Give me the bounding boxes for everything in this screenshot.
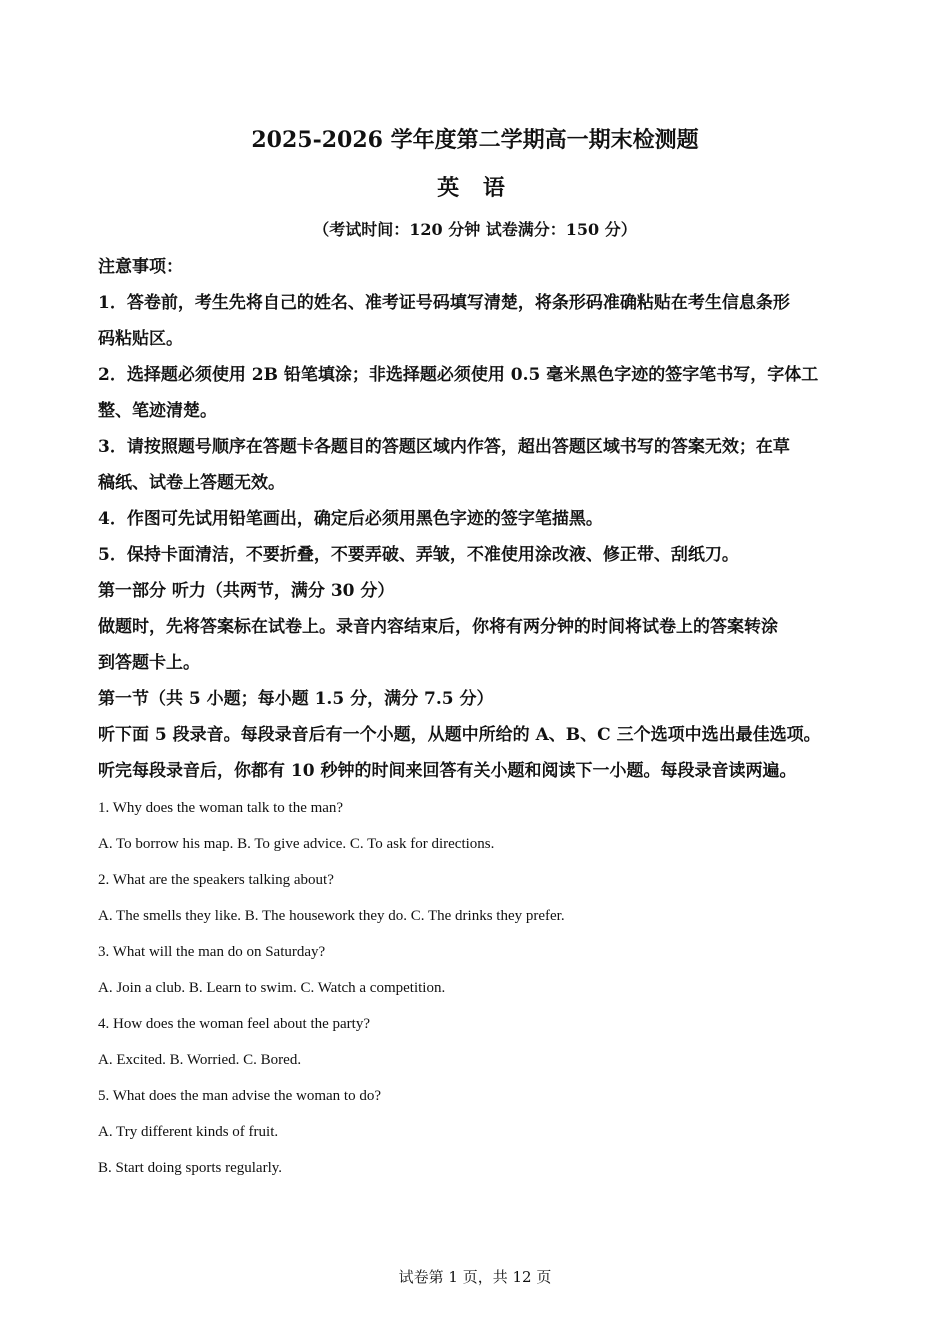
question-1-options: A. To borrow his map. B. To give advice. C. To ask for directions.	[98, 836, 495, 852]
question-1: 1. Why does the woman talk to the man?	[98, 800, 344, 816]
subject-title: 英 语	[437, 175, 513, 201]
notice-line: 稿纸、试卷上答题无效。	[98, 473, 285, 493]
part-instruction: 做题时，先将答案标在试卷上。录音内容结束后，你将有两分钟的时间将试卷上的答案转涂	[98, 617, 778, 637]
question-5-option-a: A. Try different kinds of fruit.	[98, 1124, 279, 1140]
part-instruction: 到答题卡上。	[98, 653, 200, 673]
question-2-options: A. The smells they like. B. The housework they do. C. The drinks they prefer.	[98, 908, 565, 924]
part-heading: 第一部分 听力（共两节，满分 30 分）	[98, 581, 395, 601]
notice-line: 码粘贴区。	[98, 329, 183, 349]
notice-line: 整、笔迹清楚。	[98, 401, 217, 421]
question-5: 5. What does the man advise the woman to do?	[98, 1088, 381, 1104]
notice-line: 3．请按照题号顺序在答题卡各题目的答题区域内作答，超出答题区域书写的答案无效；在草	[98, 437, 790, 457]
question-4: 4. How does the woman feel about the party?	[98, 1016, 370, 1032]
question-4-options: A. Excited. B. Worried. C. Bored.	[98, 1052, 302, 1068]
page-footer: 试卷第 1 页，共 12 页	[398, 1268, 552, 1286]
question-5-option-b: B. Start doing sports regularly.	[98, 1160, 283, 1176]
question-2: 2. What are the speakers talking about?	[98, 872, 334, 888]
question-3-options: A. Join a club. B. Learn to swim. C. Watch a competition.	[98, 980, 446, 996]
section-instruction: 听完每段录音后，你都有 10 秒钟的时间来回答有关小题和阅读下一小题。每段录音读两遍。	[98, 761, 797, 781]
page-title: 2025-2026 学年度第二学期高一期末检测题	[251, 127, 699, 153]
notice-line: 1．答卷前，考生先将自己的姓名、准考证号码填写清楚，将条形码准确粘贴在考生信息条形	[98, 293, 790, 313]
notice-line: 2．选择题必须使用 2B 铅笔填涂；非选择题必须使用 0.5 毫米黑色字迹的签字笔书写，字体工	[98, 365, 819, 385]
notice-line: 5．保持卡面清洁，不要折叠，不要弄破、弄皱，不准使用涂改液、修正带、刮纸刀。	[98, 545, 739, 565]
exam-info: （考试时间：120 分钟 试卷满分：150 分）	[313, 220, 637, 239]
notice-line: 4．作图可先试用铅笔画出，确定后必须用黑色字迹的签字笔描黑。	[98, 509, 603, 529]
question-3: 3. What will the man do on Saturday?	[98, 944, 326, 960]
section-instruction: 听下面 5 段录音。每段录音后有一个小题，从题中所给的 A、B、C 三个选项中选出最佳选项。	[98, 725, 821, 745]
notice-heading: 注意事项：	[98, 257, 183, 277]
section-heading: 第一节（共 5 小题；每小题 1.5 分，满分 7.5 分）	[98, 689, 494, 709]
